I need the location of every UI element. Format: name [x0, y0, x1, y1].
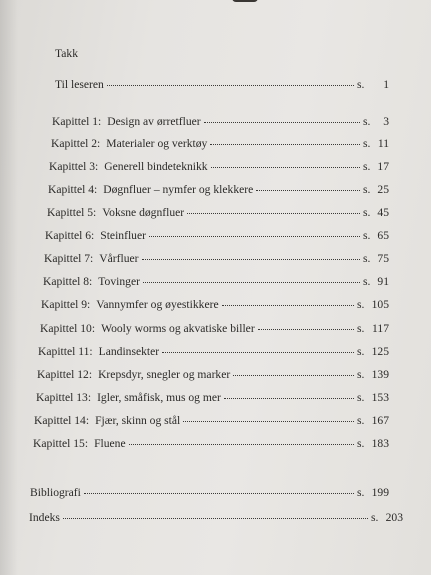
leader-dots [211, 167, 360, 168]
page-prefix: s. [363, 206, 371, 219]
toc-entry-chapter [47, 206, 389, 219]
leader-dots [183, 421, 354, 422]
page-number: 105 [371, 298, 389, 311]
chapter-label: Kapittel 6: [45, 229, 95, 242]
chapter-title: Wooly worms og akvatiske biller [101, 322, 255, 335]
chapter-label: Kapittel 14: [34, 414, 90, 427]
chapter-title: Generell bindeteknikk [104, 160, 208, 173]
chapter-label: Kapittel 15: [33, 437, 89, 450]
page-prefix: s. [357, 345, 365, 358]
toc-thanks: Takk [55, 47, 79, 60]
toc-entry-chapter [36, 391, 389, 404]
page-number: 3 [383, 115, 389, 128]
leader-dots [142, 259, 360, 260]
chapter-title: Krepsdyr, snegler og marker [98, 368, 231, 381]
page-number: 153 [371, 391, 389, 404]
chapter-label: Kapittel 2: [51, 137, 101, 150]
chapter-label: Kapittel 12: [37, 368, 93, 381]
page-prefix: s. [357, 391, 365, 404]
chapter-title: Vannymfer og øyestikkere [96, 298, 219, 311]
page-number: 1 [383, 78, 389, 91]
toc-entry-chapter [38, 345, 389, 358]
leader-dots [143, 282, 360, 283]
leader-dots [63, 518, 368, 519]
page-prefix: s. [363, 229, 371, 242]
page-number: 11 [377, 137, 389, 150]
page-prefix: s. [363, 137, 371, 150]
page-number: 117 [372, 322, 389, 335]
page-gutter-shadow [0, 0, 18, 575]
leader-dots [107, 85, 354, 86]
page-prefix: s. [357, 322, 365, 335]
page-number: 75 [377, 252, 389, 265]
chapter-label: Kapittel 4: [48, 183, 98, 196]
page-prefix: s. [363, 160, 371, 173]
page-prefix: s. [363, 183, 371, 196]
chapter-title: Igler, småfisk, mus og mer [97, 391, 221, 404]
chapter-label: Kapittel 5: [47, 206, 97, 219]
page-number: 45 [377, 206, 389, 219]
toc-entry-to-reader [55, 78, 389, 91]
leader-dots [233, 375, 354, 376]
page-prefix: s. [363, 115, 371, 128]
chapter-title: Tovinger [98, 275, 140, 288]
page-number: 167 [371, 414, 389, 427]
toc-entry-chapter [52, 115, 389, 128]
page-number: 91 [377, 275, 389, 288]
page-prefix: s. [357, 78, 365, 91]
chapter-title: Fjær, skinn og stål [95, 414, 181, 427]
page-prefix: s. [357, 414, 365, 427]
leader-dots [204, 122, 360, 123]
toc-entry-title: Indeks [29, 511, 60, 524]
chapter-label: Kapittel 10: [40, 322, 96, 335]
leader-dots [256, 190, 360, 191]
page-prefix: s. [357, 437, 365, 450]
leader-dots [162, 352, 354, 353]
leader-dots [210, 144, 360, 145]
chapter-label: Kapittel 7: [44, 252, 94, 265]
toc-entry-title: Bibliografi [30, 486, 81, 499]
toc-entry-title: Til leseren [55, 78, 104, 91]
leader-dots [149, 236, 360, 237]
page-number: 125 [371, 345, 389, 358]
page-prefix: s. [357, 298, 365, 311]
page-number: 17 [377, 160, 389, 173]
leader-dots [222, 305, 354, 306]
leader-dots [224, 398, 354, 399]
toc-entry-chapter [51, 137, 389, 150]
page-top-mark [232, 0, 258, 2]
toc-entry-chapter [34, 414, 389, 427]
chapter-title: Steinfluer [100, 229, 146, 242]
toc-entry-chapter [40, 322, 389, 335]
toc-entry-chapter [37, 368, 389, 381]
page-number: 183 [371, 437, 389, 450]
toc-entry-chapter [41, 298, 389, 311]
chapter-title: Materialer og verktøy [106, 137, 208, 150]
page-number: 65 [377, 229, 389, 242]
page-prefix: s. [363, 275, 371, 288]
leader-dots [84, 493, 354, 494]
page-prefix: s. [363, 252, 371, 265]
toc-entry-chapter [44, 252, 389, 265]
toc-entry-chapter [45, 229, 389, 242]
chapter-title: Døgnfluer – nymfer og klekkere [103, 183, 254, 196]
toc-entry-chapter [49, 160, 389, 173]
chapter-title: Fluene [94, 437, 126, 450]
toc-entry-chapter [48, 183, 389, 196]
chapter-label: Kapittel 13: [36, 391, 92, 404]
toc-entry-chapter [43, 275, 389, 288]
chapter-label: Kapittel 11: [38, 345, 93, 358]
chapter-label: Kapittel 9: [41, 298, 91, 311]
chapter-title: Voksne døgnfluer [102, 206, 185, 219]
toc-entry-chapter [33, 437, 389, 450]
leader-dots [129, 444, 354, 445]
leader-dots [187, 213, 360, 214]
toc-entry-bibliography [30, 486, 389, 499]
chapter-label: Kapittel 3: [49, 160, 99, 173]
chapter-label: Kapittel 8: [43, 275, 93, 288]
page-number: 203 [385, 511, 403, 524]
page-prefix: s. [357, 368, 365, 381]
page-prefix: s. [357, 486, 365, 499]
page-prefix: s. [371, 511, 379, 524]
leader-dots [258, 329, 354, 330]
chapter-title: Vårfluer [99, 252, 139, 265]
page-number: 139 [371, 368, 389, 381]
page-number: 199 [371, 486, 389, 499]
page-number: 25 [377, 183, 389, 196]
chapter-title: Design av ørretfluer [107, 115, 201, 128]
chapter-label: Kapittel 1: [52, 115, 102, 128]
chapter-title: Landinsekter [98, 345, 160, 358]
toc-entry-index [29, 511, 403, 524]
